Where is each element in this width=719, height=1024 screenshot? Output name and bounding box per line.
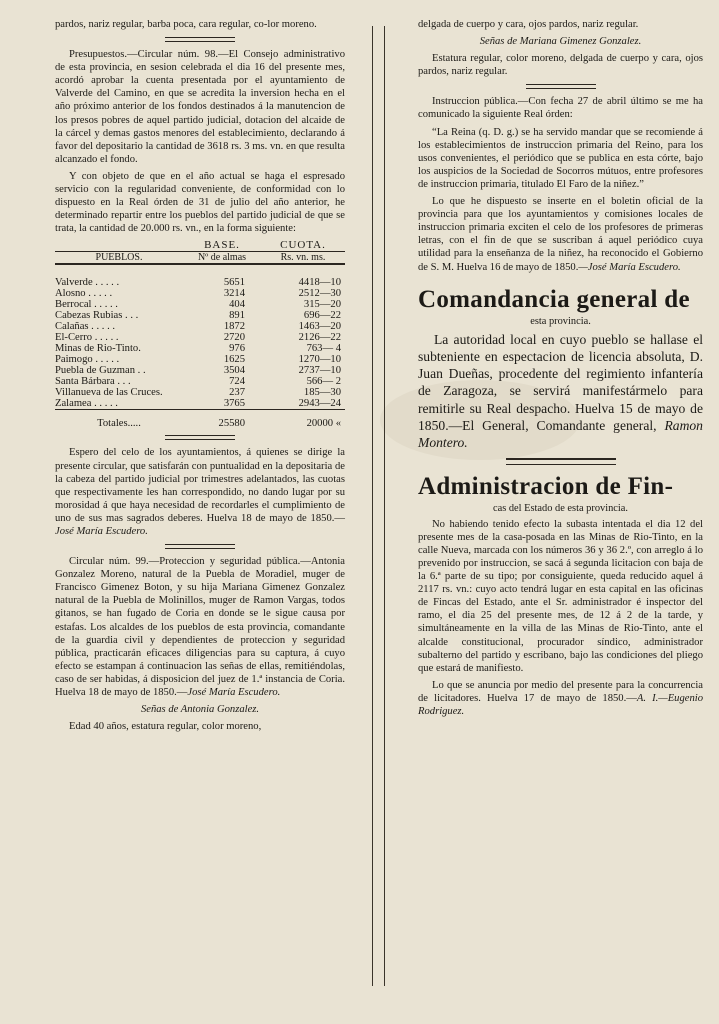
table-header-rs: Rs. vn. ms. bbox=[261, 252, 345, 265]
table-total-cuota: 20000 « bbox=[261, 410, 345, 430]
table-row bbox=[55, 398, 345, 410]
signature: A. I.—Eugenio Rodriguez. bbox=[418, 692, 703, 717]
section-heading-administracion: Administracion de Fin- bbox=[418, 472, 674, 500]
paragraph: delgada de cuerpo y cara, ojos pardos, nariz regular. bbox=[418, 19, 639, 30]
table-row bbox=[55, 310, 345, 321]
table-row bbox=[55, 354, 345, 365]
table-cell-cuota: 696—22 bbox=[303, 310, 341, 322]
table-row bbox=[55, 288, 345, 299]
paragraph: Y con objeto de que en el año actual se haga el espresado servicio con la regularidad conveniente, de conformidad con lo dispuesto en la Real órden de 31 de julio del año anterior, he determinado repartir entre los pueblos del partido judicial de que se trata, la cantidad de 20.000 rs. vn., en la forma siguiente: bbox=[55, 170, 345, 235]
table-cell-name: Alosno . . . . . bbox=[55, 288, 113, 300]
paragraph: Presupuestos.—Circular núm. 98.—El Consejo administrativo de esta provincia, en sesion celebrada el dia 16 del presente mes, acordó aprobar la cuenta presentada por el ayuntamiento de Valverde del Camino, en que se acredita la inversion hecha en el año próximo anterior de los fondos destinados á la manutencion de los presos pobres de aquel partido judicial, dotacion del alcaide de la cárcel y demas gastos menores del establecimiento, declarando á favor del depositario la cantidad de 3618 rs. 3 ms. vn. en que resulta alcanzado el fondo. bbox=[55, 49, 345, 165]
table-cell-almas: 891 bbox=[229, 310, 245, 322]
table-cell-cuota: 2512—30 bbox=[298, 288, 341, 300]
table-row bbox=[55, 365, 345, 376]
paragraph-text: Espero del celo de los ayuntamientos, á quienes se dirige la presente circular, que satisfarán con puntualidad en la depositaria de la cabeza del partido judicial por trimestres adelantados, las cuotas que respectivamente les han correspondido, no dando lugar por su morosidad á que haya necesidad de recordarles el cumplimiento de uno de sus mas sagrados deberes. Huelva 18 de mayo de 1850.— bbox=[55, 447, 345, 524]
table-header-blank bbox=[55, 239, 183, 252]
table-total-almas: 25580 bbox=[183, 410, 261, 430]
table-row bbox=[55, 376, 345, 387]
table-header-almas: Nº de almas bbox=[183, 252, 261, 265]
table-total-row bbox=[55, 410, 345, 430]
section-rule bbox=[506, 458, 616, 465]
table-cell-cuota: 2737—10 bbox=[298, 365, 341, 377]
table-cell-name: Calañas . . . . . bbox=[55, 321, 116, 333]
paragraph: pardos, nariz regular, barba poca, cara regular, co-lor moreno. bbox=[55, 19, 317, 30]
table-header-cuota: CUOTA. bbox=[261, 239, 345, 252]
table-cell-name: Santa Bárbara . . . bbox=[55, 376, 131, 388]
table-row bbox=[55, 343, 345, 354]
table-row bbox=[55, 299, 345, 310]
paragraph bbox=[418, 679, 703, 718]
signature: —José María Escudero. bbox=[578, 261, 681, 273]
table-cell-cuota: 763— 4 bbox=[306, 343, 341, 355]
table-cell-cuota: 1463—20 bbox=[298, 321, 341, 333]
paragraph: Estatura regular, color moreno, delgada de cuerpo y cara, ojos pardos, nariz regular. bbox=[418, 53, 703, 78]
table-row bbox=[55, 387, 345, 398]
table-row bbox=[55, 321, 345, 332]
table-cell-cuota: 315—20 bbox=[303, 299, 341, 311]
section-rule bbox=[165, 544, 235, 549]
table-cell-name: Villanueva de las Cruces. bbox=[55, 387, 163, 399]
subheading: Señas de Antonia Gonzalez. bbox=[140, 704, 260, 716]
table-cell-almas: 237 bbox=[229, 387, 245, 399]
signature: José María Escudero. bbox=[187, 687, 281, 698]
table-cell-name: Cabezas Rubias . . . bbox=[55, 310, 139, 322]
table-cell-almas: 2720 bbox=[223, 332, 245, 344]
paragraph: No habiendo tenido efecto la subasta intentada el dia 12 del presente mes de la casa-posada en las Minas de Rio-Tinto, en la calle Nueva, marcada con los números 36 y 36 2.º, con arreglo á lo prevenido por instruccion, se sacá á segunda licitacion con baja de la 6.ª parte de su tipo; por consiguiente, queda reducido aquel á 2117 rs. vn.: cuyo acto tendrá lugar en esta capital en las oficinas de Fincas del Estado, ante el Sr. administrador é inspector del ramo, el dia 25 del presente mes, de 12 á 2 de la tarde, y simultáneamente en la villa de las Minas de Rio-Tinto, ante el alcalde constitucional, procurador síndico, administrador subalterno del partido y escribano, bajo las condiciones del pliego que estará de manifiesto. bbox=[418, 518, 703, 674]
section-heading-comandancia: Comandancia general de bbox=[418, 285, 690, 313]
table-cell-almas: 976 bbox=[229, 343, 245, 355]
table-cell-cuota: 566— 2 bbox=[306, 376, 341, 388]
table-cell-almas: 404 bbox=[229, 299, 245, 311]
table-cell-cuota: 2126—22 bbox=[298, 332, 341, 344]
table-cell-almas: 3504 bbox=[223, 365, 245, 377]
table-row bbox=[55, 264, 345, 288]
table-cell-cuota: 185—30 bbox=[303, 387, 341, 399]
table-cell-name: Paimogo . . . . . bbox=[55, 354, 120, 366]
table-cell-cuota: 2943—24 bbox=[298, 398, 341, 410]
table-cell-name: Berrocal . . . . . bbox=[55, 299, 118, 311]
table-cell-almas: 724 bbox=[229, 376, 245, 388]
section-subheading: cas del Estado de esta provincia. bbox=[492, 502, 629, 514]
column-divider bbox=[372, 26, 373, 986]
paragraph bbox=[55, 446, 345, 538]
table-cell-cuota: 4418—10 bbox=[298, 277, 341, 289]
paragraph bbox=[418, 331, 703, 452]
paragraph-text: La autoridad local en cuyo pueblo se hallase el subteniente en espectacion de licencia absoluta, D. Juan Dueñas, procedente del regimiento infantería de Zaragoza, se servirá manifestármelo para remitirle su Real despacho. Huelva 15 de mayo de 1850.—El General, Comandante general, bbox=[418, 331, 703, 434]
table-cell-almas: 1625 bbox=[223, 354, 245, 366]
table-header-base: BASE. bbox=[183, 239, 261, 252]
paragraph bbox=[55, 555, 345, 699]
paragraph-text: Lo que he dispuesto se inserte en el boletin oficial de la provincia para que los ayuntamientos y comisiones locales de instruccion primaria exciten el celo de los profesores de primeras letras, con el fin de que se suscriban á aquel periódico cuya utilidad para la enseñanza de la niñez, ha reconocido el Gobierno de S. M. Huelva 16 de mayo de 1850. bbox=[418, 196, 703, 273]
table-cell-almas: 3765 bbox=[223, 398, 245, 410]
paragraph-text: Circular núm. 99.—Proteccion y seguridad pública.—Antonia Gonzalez Moreno, natural de la Puebla de Moradiel, muger de Francisco Gimenez Boton, y su hija Mariana Gimenez Gonzalez natural de la Puebla de Molinillos, muger de Ramon Vargas, todos gitanos, se han fugado de Coria en donde se le sigue causa por estafas. Los alcaldes de los pueblos de esta provincia, comandante de la guardia civil y dependientes de proteccion y seguridad pública, practicarán eficaces diligencias para su captura, á cuyo efecto se estampan á continuacion las señas de ellas, remitiéndolas, caso de ser habidas, á disposicion del juez de 1.ª instancia de Coria. Huelva 18 de mayo de 1850.— bbox=[55, 556, 345, 698]
table-cell-name: El-Cerro . . . . . bbox=[55, 332, 119, 344]
left-column bbox=[55, 18, 345, 737]
table-total-label: Totales..... bbox=[55, 410, 183, 430]
paragraph bbox=[418, 195, 703, 274]
subheading: Señas de Mariana Gimenez Gonzalez. bbox=[479, 36, 642, 48]
section-subheading: esta provincia. bbox=[530, 315, 591, 327]
table-cell-cuota: 1270—10 bbox=[298, 354, 341, 366]
paragraph-text: Lo que se anuncia por medio del presente para la concurrencia de licitadores. Huelva 17 de mayo de 1850.— bbox=[418, 679, 703, 704]
table-cell-name: Zalamea . . . . . bbox=[55, 398, 118, 410]
table-cell-name: Valverde . . . . . bbox=[55, 277, 120, 289]
column-divider bbox=[384, 26, 385, 986]
section-rule bbox=[165, 435, 235, 440]
signature: José María Escudero. bbox=[55, 525, 148, 537]
paragraph: “La Reina (q. D. g.) se ha servido mandar que se recomiende á los establecimientos de instruccion primaria del Reino, para los usos convenientes, el periódico que se publica en esta córte, bajo los auspicios de la Sociedad de Socorros mútuos, entre profesores de instruccion primaria, titulado El Faro de la niñez.” bbox=[418, 126, 703, 190]
quota-table bbox=[55, 239, 345, 429]
paragraph: Edad 40 años, estatura regular, color moreno, bbox=[69, 721, 262, 733]
table-row bbox=[55, 332, 345, 343]
section-rule bbox=[526, 84, 596, 89]
section-rule bbox=[165, 37, 235, 42]
table-cell-name: Minas de Rio-Tinto. bbox=[55, 343, 141, 355]
signature: Ramon Montero. bbox=[418, 418, 703, 451]
table-cell-almas: 3214 bbox=[223, 288, 245, 300]
table-header-pueblos: PUEBLOS. bbox=[55, 252, 183, 265]
table-cell-almas: 5651 bbox=[223, 277, 245, 289]
table-cell-almas: 1872 bbox=[223, 321, 245, 333]
paragraph: Instruccion pública.—Con fecha 27 de abril último se me ha comunicado la siguiente Real órden: bbox=[418, 96, 703, 121]
right-column bbox=[418, 18, 703, 722]
table-cell-name: Puebla de Guzman . . bbox=[55, 365, 146, 377]
